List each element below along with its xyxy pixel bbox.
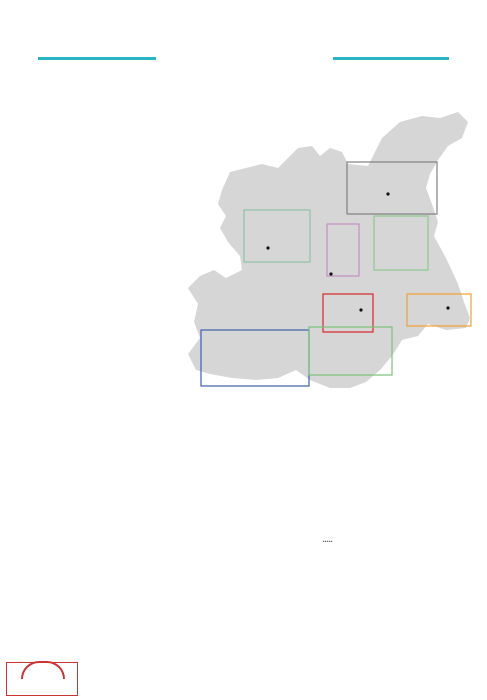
- title-rule-right: [333, 57, 449, 60]
- marker-digne: [329, 272, 332, 275]
- title-rule-left: [38, 57, 156, 60]
- marker-barreme: [359, 308, 362, 311]
- marker-barcelonnette: [386, 192, 389, 195]
- logo-arc: [21, 661, 65, 679]
- footer-page: [334, 535, 343, 544]
- marker-sisteron: [266, 246, 269, 249]
- footer-item[interactable]: [322, 535, 447, 544]
- region-map: [170, 108, 475, 408]
- nostromo-logo: [6, 662, 78, 696]
- marker-entrevaux: [446, 306, 449, 309]
- title-bar: [0, 28, 487, 68]
- footer-leader: [323, 535, 333, 544]
